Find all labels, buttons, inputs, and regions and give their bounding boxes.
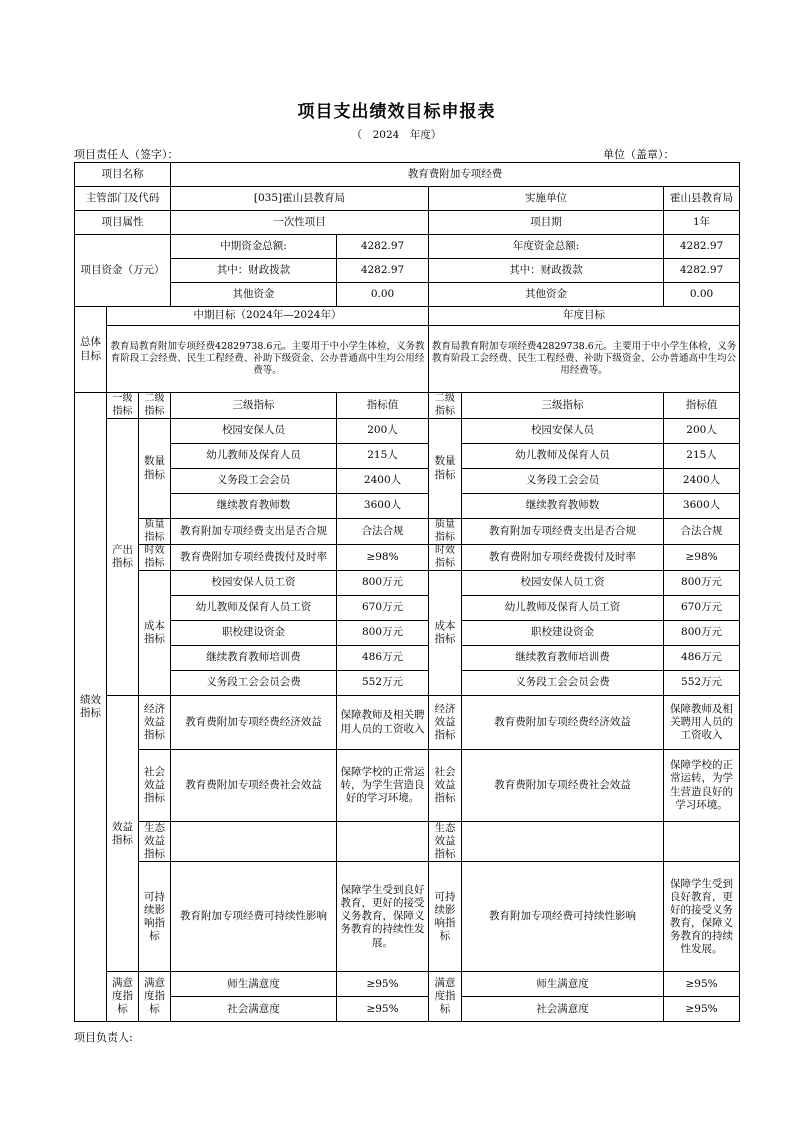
project-period-value: 1年	[664, 211, 740, 235]
indicator-name-year: 义务段工会会员	[462, 469, 664, 494]
economic-effect-label-year: 经济效益指标	[429, 696, 462, 750]
quality-indicators-label-year: 质量指标	[429, 519, 462, 545]
indicator-value: 200人	[337, 419, 429, 444]
mid-fin-value: 4282.97	[337, 259, 429, 283]
timeliness-indicators-label: 时效指标	[139, 545, 171, 571]
indicator-value-year: 670万元	[664, 596, 740, 621]
indicator-name-year: 教育附加专项经费可持续性影响	[462, 862, 664, 972]
indicator-value-year: 215人	[664, 444, 740, 469]
indicator-name: 职校建设资金	[171, 621, 337, 646]
indicator-name: 社会满意度	[171, 997, 337, 1022]
year-total-value: 4282.97	[664, 235, 740, 259]
sustainable-impact-label: 可持续影响指标	[139, 862, 171, 972]
dept-label: 主管部门及代码	[75, 187, 171, 211]
ecological-effect-label: 生态效益指标	[139, 822, 171, 862]
indicator-name-year: 教育费附加专项经费经济效益	[462, 696, 664, 750]
indicator-name: 教育费附加专项经费社会效益	[171, 750, 337, 822]
responsible-signature-label: 项目责任人（签字）：	[74, 148, 179, 161]
cost-indicators-label-year: 成本指标	[429, 571, 462, 696]
year-subtitle: （ 2024 年度）	[351, 129, 442, 141]
project-attr-label: 项目属性	[75, 211, 171, 235]
indicator-value: 800万元	[337, 571, 429, 596]
indicator-value-year: 3600人	[664, 494, 740, 519]
social-effect-label: 社会效益指标	[139, 750, 171, 822]
social-effect-label-year: 社会效益指标	[429, 750, 462, 822]
indicator-value: 800万元	[337, 621, 429, 646]
indicator-value: 保障教师及相关聘用人员的工资收入	[337, 696, 429, 750]
funds-label: 项目资金（万元）	[75, 235, 171, 307]
indicator-name-year: 师生满意度	[462, 972, 664, 997]
indicator-value-year: 200人	[664, 419, 740, 444]
project-name-label: 项目名称	[75, 163, 171, 187]
header-value: 指标值	[337, 393, 429, 419]
indicator-value-year: 800万元	[664, 571, 740, 596]
impl-unit-label: 实施单位	[429, 187, 664, 211]
project-period-label: 项目期	[429, 211, 664, 235]
indicator-name: 教育费附加专项经费拨付及时率	[171, 545, 337, 571]
indicator-value-year: ≥95%	[664, 972, 740, 997]
output-indicators-label: 产出指标	[107, 419, 139, 696]
indicator-value: ≥98%	[337, 545, 429, 571]
header-value-year: 指标值	[664, 393, 740, 419]
mid-fin-label: 其中：财政拨款	[171, 259, 337, 283]
indicator-name-year: 教育附加专项经费支出是否合规	[462, 519, 664, 545]
satisfaction-sub-label-year: 满意度指标	[429, 972, 462, 1022]
indicator-value-year: ≥98%	[664, 545, 740, 571]
performance-indicators-label: 绩效指标	[75, 393, 107, 1022]
header-level2: 二级指标	[139, 393, 171, 419]
mid-other-value: 0.00	[337, 283, 429, 307]
indicator-value: 215人	[337, 444, 429, 469]
sustainable-impact-label-year: 可持续影响指标	[429, 862, 462, 972]
economic-effect-label: 经济效益指标	[139, 696, 171, 750]
indicator-name: 继续教育教师培训费	[171, 646, 337, 671]
indicator-value-year: 552万元	[664, 671, 740, 696]
indicator-value: 552万元	[337, 671, 429, 696]
indicator-name-year: 幼儿教师及保育人员工资	[462, 596, 664, 621]
header-level3-year: 三级指标	[462, 393, 664, 419]
year-goal-text: 教育局教育附加专项经费42829738.6元。主要用于中小学生体检，义务教育阶段工会经费、民生工程经费、补助下级资金、公办普通高中生均公用经费等。	[429, 326, 740, 393]
indicator-name: 继续教育教师数	[171, 494, 337, 519]
mid-goal-header: 中期目标（2024年—2024年）	[107, 307, 429, 326]
indicator-name: 教育费附加专项经费经济效益	[171, 696, 337, 750]
indicator-value: 486万元	[337, 646, 429, 671]
indicator-value-year: 800万元	[664, 621, 740, 646]
satisfaction-sub-label: 满意度指标	[139, 972, 171, 1022]
satisfaction-indicators-label: 满意度指标	[107, 972, 139, 1022]
effect-indicators-label: 效益指标	[107, 696, 139, 972]
page-title: 项目支出绩效目标申报表	[297, 102, 496, 122]
year-goal-header: 年度目标	[429, 307, 740, 326]
quantity-indicators-label-year: 数量指标	[429, 419, 462, 519]
quality-indicators-label: 质量指标	[139, 519, 171, 545]
indicator-value: ≥95%	[337, 972, 429, 997]
indicator-value: 2400人	[337, 469, 429, 494]
indicator-value: 670万元	[337, 596, 429, 621]
year-total-label: 年度资金总额:	[429, 235, 664, 259]
indicator-value-year: 486万元	[664, 646, 740, 671]
impl-unit-value: 霍山县教育局	[664, 187, 740, 211]
indicator-name-year: 校园安保人员	[462, 419, 664, 444]
indicator-name: 幼儿教师及保育人员工资	[171, 596, 337, 621]
timeliness-indicators-label-year: 时效指标	[429, 545, 462, 571]
indicator-name-empty	[171, 822, 337, 862]
project-leader-label: 项目负责人:	[74, 1031, 133, 1044]
indicator-name-year: 继续教育教师培训费	[462, 646, 664, 671]
unit-seal-label: 单位（盖章）：	[603, 148, 675, 161]
indicator-name: 幼儿教师及保育人员	[171, 444, 337, 469]
indicator-value: 保障学生受到良好教育，更好的接受义务教育，保障义务教育的持续性发展。	[337, 862, 429, 972]
indicator-name: 教育附加专项经费可持续性影响	[171, 862, 337, 972]
year-other-label: 其他资金	[429, 283, 664, 307]
project-attr-value: 一次性项目	[171, 211, 429, 235]
header-level1: 一级指标	[107, 393, 139, 419]
indicator-name-year: 教育费附加专项经费社会效益	[462, 750, 664, 822]
indicator-name: 校园安保人员工资	[171, 571, 337, 596]
indicator-name: 义务段工会会员	[171, 469, 337, 494]
indicator-name: 校园安保人员	[171, 419, 337, 444]
year-other-value: 0.00	[664, 283, 740, 307]
dept-value: [035]霍山县教育局	[171, 187, 429, 211]
indicator-name-year-empty	[462, 822, 664, 862]
indicator-name-year: 职校建设资金	[462, 621, 664, 646]
header-level3: 三级指标	[171, 393, 337, 419]
indicator-name-year: 校园安保人员工资	[462, 571, 664, 596]
indicator-value: 合法合规	[337, 519, 429, 545]
mid-goal-text: 教育局教育附加专项经费42829738.6元。主要用于中小学生体检，义务教育阶段工会经费、民生工程经费、补助下级资金、公办普通高中生均公用经费等。	[107, 326, 429, 393]
year-fin-value: 4282.97	[664, 259, 740, 283]
mid-total-value: 4282.97	[337, 235, 429, 259]
mid-total-label: 中期资金总额:	[171, 235, 337, 259]
mid-other-label: 其他资金	[171, 283, 337, 307]
indicator-name: 师生满意度	[171, 972, 337, 997]
indicator-name-year: 教育费附加专项经费拨付及时率	[462, 545, 664, 571]
indicator-value: ≥95%	[337, 997, 429, 1022]
indicator-name-year: 继续教育教师数	[462, 494, 664, 519]
project-name-value: 教育费附加专项经费	[171, 163, 740, 187]
indicator-value-empty	[337, 822, 429, 862]
indicator-value-year: 合法合规	[664, 519, 740, 545]
indicator-name-year: 幼儿教师及保育人员	[462, 444, 664, 469]
indicator-value-year: 保障教师及相关聘用人员的工资收入	[664, 696, 740, 750]
indicator-name: 教育附加专项经费支出是否合规	[171, 519, 337, 545]
indicator-value-year: 保障学生受到良好教育，更好的接受义务教育，保障义务教育的持续性发展。	[664, 862, 740, 972]
performance-target-table	[74, 162, 740, 1022]
indicator-value: 3600人	[337, 494, 429, 519]
ecological-effect-label-year: 生态效益指标	[429, 822, 462, 862]
year-fin-label: 其中：财政拨款	[429, 259, 664, 283]
indicator-value-year: 保障学校的正常运转，为学生营造良好的学习环境。	[664, 750, 740, 822]
overall-goal-label: 总体目标	[75, 307, 107, 393]
indicator-value-year-empty	[664, 822, 740, 862]
cost-indicators-label: 成本指标	[139, 571, 171, 696]
quantity-indicators-label: 数量指标	[139, 419, 171, 519]
header-level2-year: 二级指标	[429, 393, 462, 419]
indicator-value: 保障学校的正常运转，为学生营造良好的学习环境。	[337, 750, 429, 822]
indicator-value-year: ≥95%	[664, 997, 740, 1022]
indicator-name-year: 义务段工会会员会费	[462, 671, 664, 696]
indicator-name: 义务段工会会员会费	[171, 671, 337, 696]
indicator-name-year: 社会满意度	[462, 997, 664, 1022]
indicator-value-year: 2400人	[664, 469, 740, 494]
